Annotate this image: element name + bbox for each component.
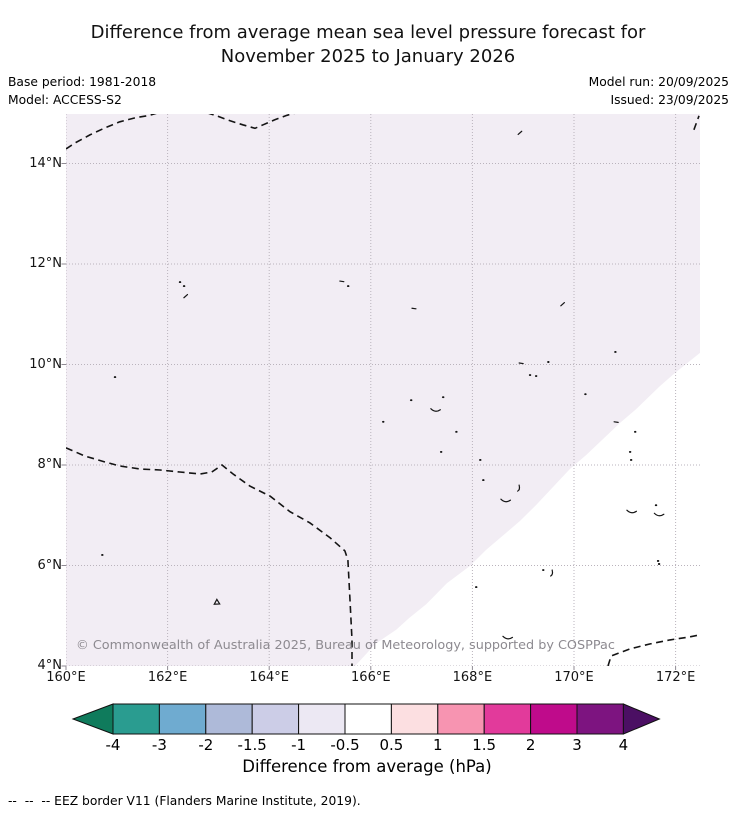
chart-title: [0, 21, 736, 68]
colorbar-segment: [391, 704, 437, 734]
colorbar-segment: [113, 704, 159, 734]
header-left: [8, 74, 156, 109]
colorbar: [71, 702, 663, 736]
colorbar-tick-label: -1: [291, 736, 307, 754]
colorbar-tick-label: -1.5: [237, 736, 267, 754]
copyright-watermark: © Commonwealth of Australia 2025, Bureau of Meteorology, supported by COSPPac: [76, 638, 615, 653]
island-dash: [614, 422, 618, 423]
colorbar-tick-label: 1: [433, 736, 443, 754]
map-canvas: [66, 114, 700, 666]
colorbar-segment: [484, 704, 530, 734]
eez-dash-sample: -- -- --: [8, 794, 51, 808]
map-content: [66, 109, 700, 666]
y-tick-label: 12°N: [29, 256, 62, 271]
eez-footer-text: EEZ border V11 (Flanders Marine Institute, 2019).: [50, 794, 361, 808]
colorbar-segment: [299, 704, 345, 734]
model-label: Model: ACCESS-S2: [8, 92, 122, 107]
colorbar-segment: [577, 704, 623, 734]
base-period-label: Base period: 1981-2018: [8, 75, 157, 89]
legend-footer: [8, 794, 361, 808]
island-dash: [412, 308, 416, 309]
colorbar-tick-label: -4: [105, 736, 121, 754]
x-tick-label: 166°E: [351, 670, 391, 685]
colorbar-segment: [252, 704, 298, 734]
colorbar-segment: [206, 704, 252, 734]
colorbar-tick-label: 1.5: [472, 736, 497, 754]
y-tick-label: 4°N: [37, 658, 62, 673]
island-dash: [340, 281, 344, 282]
map-plot-area: [66, 114, 700, 666]
colorbar-tick-label: -2: [198, 736, 214, 754]
colorbar-segment: [345, 704, 391, 734]
colorbar-segment: [531, 704, 577, 734]
x-tick-label: 168°E: [452, 670, 493, 685]
x-tick-label: 172°E: [655, 670, 696, 685]
colorbar-tick-label: 0.5: [379, 736, 404, 754]
colorbar-tick-label: 3: [572, 736, 582, 754]
y-tick-label: 6°N: [37, 557, 62, 573]
island-dash: [519, 363, 523, 364]
x-tick-label: 162°E: [147, 670, 188, 685]
colorbar-under-arrow: [73, 704, 113, 734]
colorbar-tick-label: -0.5: [330, 736, 360, 754]
colorbar-tick-label: 2: [525, 736, 536, 754]
colorbar-over-arrow: [623, 704, 659, 734]
chart-title-line2: November 2025 to January 2026: [220, 45, 516, 67]
chart-title-line1: Difference from average mean sea level pressure forecast for: [90, 22, 646, 43]
issued-label: Issued: 23/09/2025: [610, 92, 729, 107]
y-tick-label: 8°N: [37, 457, 62, 472]
colorbar-label: Difference from average (hPa): [242, 757, 492, 776]
y-tick-label: 10°N: [29, 356, 62, 372]
x-tick-label: 160°E: [46, 670, 86, 685]
colorbar-tick-label: -3: [151, 736, 167, 754]
model-run-label: Model run: 20/09/2025: [588, 75, 729, 89]
y-tick-label: 14°N: [29, 155, 62, 171]
x-tick-label: 164°E: [249, 670, 289, 685]
x-tick-label: 170°E: [554, 670, 594, 685]
colorbar-segment: [159, 704, 205, 734]
colorbar-segment: [438, 704, 484, 734]
header-right: [589, 74, 729, 109]
colorbar-tick-label: 4: [618, 736, 629, 754]
